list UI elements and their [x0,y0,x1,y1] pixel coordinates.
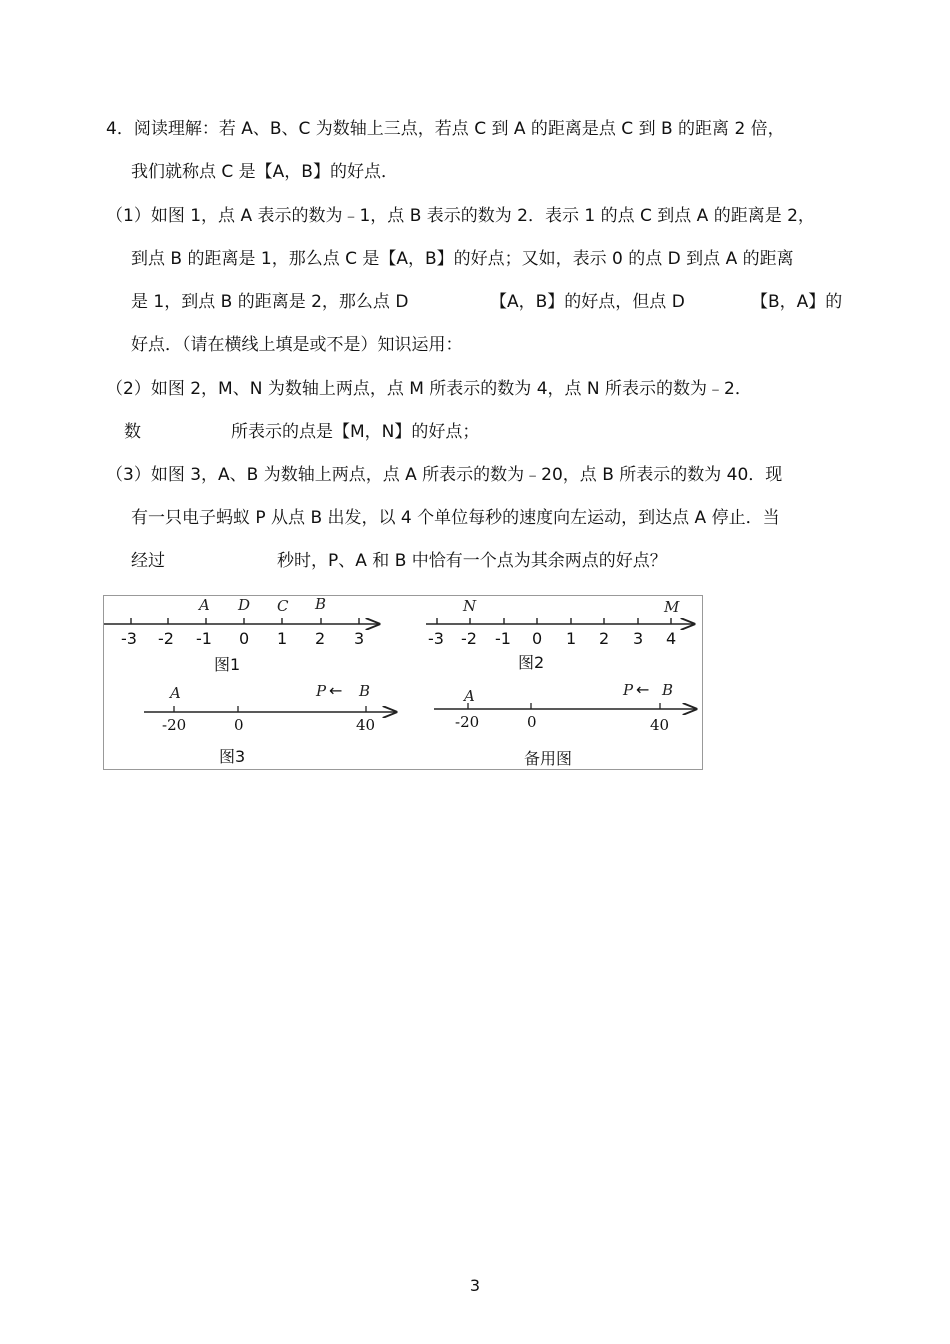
fig4-point-label: P [623,681,634,699]
fig2-tick: -3 [428,629,444,648]
fig3-caption: 图3 [219,747,246,766]
fig3-point-label: A [170,684,181,702]
problem-line-9: （3）如图 3，A、B 为数轴上两点，点 A 所表示的数为﹣20，点 B 所表示的数为 40．现 [106,465,783,485]
problem-line-8a: 数 [124,422,141,442]
fig4-arrow: ← [636,680,650,699]
fig1-caption: 图1 [214,655,241,674]
fig3-tick: 0 [234,716,244,734]
fig1-tick: -2 [158,629,174,648]
fig2-tick: 1 [566,629,577,648]
fig1-tick: 1 [277,629,288,648]
number-line-figures [103,595,703,770]
fig3-arrow: ← [329,681,343,700]
fig1-tick: 0 [239,629,250,648]
problem-line-3: （1）如图 1，点 A 表示的数为﹣1，点 B 表示的数为 2．表示 1 的点 C 到点 A 的距离是 2， [106,206,815,226]
fig4-tick: 0 [527,713,537,731]
problem-line-11a: 经过 [131,551,165,571]
fig2-tick: 0 [532,629,543,648]
fig1-tick: 2 [315,629,326,648]
fig3-tick: -20 [162,716,187,734]
figure-3 [144,681,396,766]
problem-line-5c: 【B，A】的 [751,292,843,312]
fig4-tick: -20 [455,713,480,731]
figure-2 [426,597,694,672]
fig1-tick: -3 [121,629,137,648]
fig1-point-label: A [199,596,210,614]
problem-line-5a: 是 1，到点 B 的距离是 2，那么点 D [131,292,409,312]
fig1-point-label: C [277,597,289,615]
fig1-tick: 3 [354,629,365,648]
fig4-point-label: A [464,687,475,705]
fig2-tick: 4 [666,629,677,648]
figures-svg [104,596,704,771]
fig1-point-label: B [315,596,327,613]
fig2-tick: -2 [461,629,477,648]
fig4-tick: 40 [650,716,670,734]
figure-1 [104,596,379,674]
fig4-caption: 备用图 [524,749,573,768]
fig2-point-label: N [463,597,477,615]
fig2-caption: 图2 [518,653,545,672]
fig4-point-label: B [662,681,674,699]
fig2-tick: -1 [495,629,511,648]
figure-4 [434,680,696,768]
problem-line-2: 我们就称点 C 是【A，B】的好点． [131,162,398,182]
problem-line-10: 有一只电子蚂蚁 P 从点 B 出发，以 4 个单位每秒的速度向左运动，到达点 A 停止．当 [131,508,780,528]
fig3-tick: 40 [356,716,376,734]
fig2-point-label: M [664,598,680,616]
fig1-tick: -1 [196,629,212,648]
problem-line-6: 好点．（请在横线上填是或不是）知识运用： [131,335,463,355]
fig2-tick: 3 [633,629,644,648]
problem-line-8b: 所表示的点是【M，N】的好点； [231,422,480,442]
problem-line-5b: 【A，B】的好点，但点 D [490,292,685,312]
problem-line-11b: 秒时，P、A 和 B 中恰有一个点为其余两点的好点？ [277,551,667,571]
fig3-point-label: P [316,682,327,700]
problem-line-1: 4．阅读理解：若 A、B、C 为数轴上三点，若点 C 到 A 的距离是点 C 到 B 的距离 2 倍， [106,119,785,139]
fig2-tick: 2 [599,629,610,648]
fig1-point-label: D [238,596,251,614]
page-number: 3 [469,1276,481,1295]
fig3-point-label: B [359,682,371,700]
problem-line-4: 到点 B 的距离是 1，那么点 C 是【A，B】的好点；又如，表示 0 的点 D 到点 A 的距离 [131,249,794,269]
problem-line-7: （2）如图 2，M、N 为数轴上两点，点 M 所表示的数为 4，点 N 所表示的数为﹣2． [106,379,752,399]
